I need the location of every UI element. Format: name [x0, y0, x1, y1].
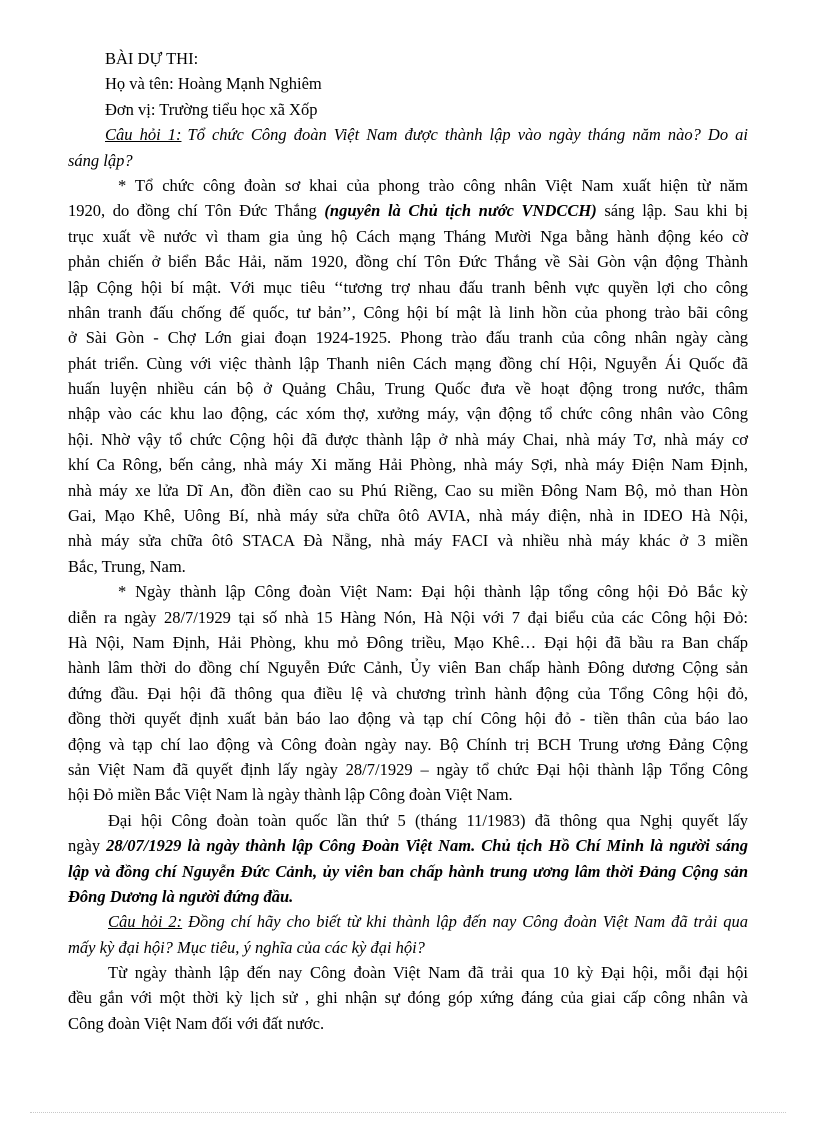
paragraph-1-line: Bắc, Trung, Nam. — [68, 556, 186, 576]
text-run: sáng lập. Sau khi bị — [596, 201, 748, 221]
paragraph-3-line: Đại hội Công đoàn toàn quốc lần thứ 5 (tháng 11/1983) đã thông qua Nghị quyết lấy — [108, 810, 748, 830]
text-run: 1920, do đồng chí Tôn Đức Thắng — [68, 201, 325, 221]
paragraph-1-line: huấn luyện nhiều cán bộ ở Quảng Châu, Trung Quốc đưa về hoạt động trong nước, thâm — [68, 379, 748, 399]
paragraph-1-line: nhập vào các khu lao động, các xóm thợ, xưởng máy, vận động tổ chức công nhân vào Công — [68, 404, 748, 424]
paragraph-3-line: lập và đồng chí Nguyễn Đức Cảnh, ủy viên ban chấp hành trung ương lâm thời Đảng Cộng sản — [68, 861, 748, 881]
paragraph-1-line — [68, 198, 748, 223]
question-1 — [68, 122, 748, 147]
paragraph-2-line: hội Đỏ miền Bắc Việt Nam là ngày thành lập Công đoàn Việt Nam. — [68, 785, 513, 805]
paragraph-1-line: phản chiến ở biển Bắc Hải, năm 1920, đồng chí Tôn Đức Thắng về Sài Gòn vận động Thành — [68, 252, 748, 272]
text-run: ngày — [68, 836, 107, 856]
paragraph-2-line: Hà Nội, Nam Định, Hải Phòng, khu mỏ Đông triều, Mạo Khê… Đại hội đã bầu ra Ban chấp — [68, 632, 748, 652]
paragraph-2-line: sản Việt Nam đã quyết định lấy ngày 28/7/1929 – ngày tổ chức Đại hội thành lập Tổng Công — [68, 759, 748, 779]
paragraph-2-line: đồng thời quyết định xuất bản báo lao động và tạp chí Công hội đỏ - tiền thân của báo lao — [68, 709, 748, 729]
paragraph-1-line: hội. Nhờ vậy tổ chức Cộng hội đã được thành lập ở nhà máy Chai, nhà máy Tơ, nhà máy cơ — [68, 429, 748, 449]
paragraph-2-line: * Ngày thành lập Công đoàn Việt Nam: Đại hội thành lập tổng công hội Đỏ Bắc kỳ — [118, 582, 748, 602]
paragraph-1-line: ở Sài Gòn - Chợ Lớn giai đoạn 1924-1925. Phong trào đấu tranh của công nhân ngày càng — [68, 328, 748, 348]
paragraph-1-line: trục xuất về nước vì tham gia ủng hộ Cách mạng Tháng Mười Nga bằng hành động kéo cờ — [68, 226, 748, 246]
paragraph-3-line: Đông Dương là người đứng đầu. — [68, 886, 294, 906]
author-name: Họ và tên: Hoàng Mạnh Nghiêm — [105, 74, 322, 94]
question-1-label: Câu hỏi 1: — [105, 125, 182, 145]
paragraph-4-line: đều gắn với một thời kỳ lịch sử , ghi nhận sự đóng góp xứng đáng của giai cấp công nhân và — [68, 988, 748, 1008]
paragraph-2-line: động và tạp chí lao động và Công đoàn ngày nay. Bộ Chính trị BCH Trung ương Đảng Cộng — [68, 734, 748, 754]
paragraph-1-line: nhân tranh đấu chống đế quốc, tư bản’’, Công hội bí mật là linh hồn của phong trào bãi công — [68, 302, 748, 322]
question-1-text: Tổ chức Công đoàn Việt Nam được thành lập vào ngày tháng năm nào? Do ai — [187, 125, 748, 145]
text-run-bold-italic: (nguyên là Chủ tịch nước VNDCCH) — [324, 201, 597, 221]
paragraph-1-line: nhà máy xe lửa Dĩ An, đồn điền cao su Phú Riềng, Cao su miền Đông Nam Bộ, mỏ than Hòn — [68, 480, 748, 500]
question-2-label: Câu hỏi 2: — [108, 912, 183, 932]
paragraph-2-line: đứng đầu. Đại hội đã thông qua điều lệ và chương trình hành động của Tổng Công hội đỏ, — [68, 683, 748, 703]
paragraph-1-line: * Tổ chức công đoàn sơ khai của phong trào công nhân Việt Nam xuất hiện từ năm — [118, 175, 748, 195]
question-2 — [68, 909, 748, 934]
paragraph-2-line: diễn ra ngày 28/7/1929 tại số nhà 15 Hàng Nón, Hà Nội với 7 đại biểu của các Công hội Đỏ: — [68, 607, 748, 627]
text-run-bold-italic: 28/07/1929 là ngày thành lập Công Đoàn Việt Nam. Chủ tịch Hồ Chí Minh là người sáng — [106, 836, 748, 856]
author-unit: Đơn vị: Trường tiểu học xã Xốp — [105, 99, 318, 119]
paragraph-1-line: phát triển. Cùng với việc thành lập Thanh niên Cách mạng đồng chí Hội, Nguyễn Ái Quốc đã — [68, 353, 748, 373]
page-bottom-divider — [30, 1112, 786, 1113]
paragraph-4-line: Từ ngày thành lập đến nay Công đoàn Việt Nam đã trải qua 10 kỳ Đại hội, mỗi đại hội — [108, 963, 748, 983]
question-2-cont: mấy kỳ đại hội? Mục tiêu, ý nghĩa của các kỳ đại hội? — [68, 937, 425, 957]
question-1-cont: sáng lập? — [68, 150, 133, 170]
paragraph-1-line: nhà máy sửa chữa ôtô STACA Đà Nẵng, nhà máy FACI và nhiều nhà máy khác ở 3 miền — [68, 531, 748, 551]
exam-title: BÀI DỰ THI: — [105, 49, 199, 68]
paragraph-1-line: khí Ca Rông, bến cảng, nhà máy Xi măng Hải Phòng, nhà máy Sợi, nhà máy Điện Nam Định, — [68, 455, 748, 475]
paragraph-1-line: Gai, Mạo Khê, Uông Bí, nhà máy sửa chữa ôtô AVIA, nhà máy điện, nhà in IDEO Hà Nội, — [68, 506, 748, 526]
paragraph-2-line: hành lâm thời do đồng chí Nguyễn Đức Cảnh, Ủy viên Ban chấp hành Đông dương Cộng sản — [68, 658, 748, 678]
paragraph-1-line: lập Cộng hội bí mật. Với mục tiêu ‘‘tương trợ nhau đấu tranh bênh vực quyền lợi cho công — [68, 277, 748, 297]
question-2-text: Đồng chí hãy cho biết từ khi thành lập đến nay Công đoàn Việt Nam đã trải qua — [188, 912, 748, 932]
document-body — [68, 46, 748, 1036]
paragraph-3-line — [68, 833, 748, 858]
paragraph-4-line: Công đoàn Việt Nam đối với đất nước. — [68, 1013, 325, 1033]
